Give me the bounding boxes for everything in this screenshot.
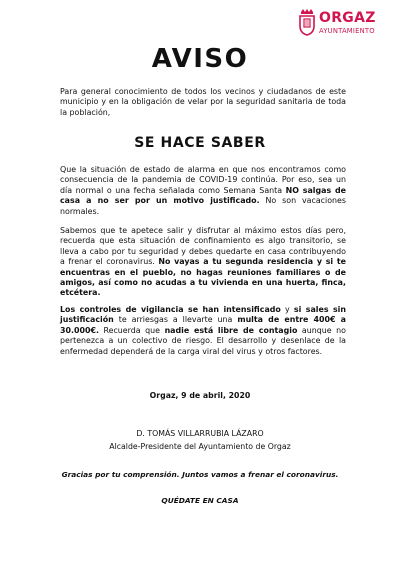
page-title: AVISO [151,44,249,74]
notice-subtitle: SE HACE SABER [134,135,266,151]
p3-text-4: aunque no pertenezca a un colectivo de riesgo. El desarrollo y desenlace de la enfermedad dependerá de la carga viral del virus y otros factores. [60,325,346,356]
p3-text-1: y [280,305,294,314]
thanks-line: Gracias por tu comprensión. Juntos vamos a frenar el coronavirus. [61,470,339,479]
p1-bold-1: NO salgas de casa a no ser por un motivo justificado. [60,185,346,206]
closing-line: QUÉDATE EN CASA [161,496,239,505]
p1-text-1: Que la situación de estado de alarma en que nos encontramos como consecuencia de la pandemia de COVID-19 continúa. Por eso, sea un día normal o una fecha señalada como Semana Santa [60,165,346,195]
p3-bold-1: Los controles de vigilancia se han intensificado [60,305,281,314]
p3-bold-3: multa de entre 400€ a 30.000€. [60,315,347,335]
logo-name: ORGAZ [319,10,376,26]
logo-subtitle: AYUNTAMIENTO [319,27,375,35]
signer-name: D. TOMÁS VILLARRUBIA LÁZARO [136,429,264,438]
p3-bold-2: si sales sin justificación [60,305,346,325]
p3-bold-4: nadie está libre de contagio [164,325,298,335]
paragraph-3 [60,305,346,357]
signer-role: Alcalde-Presidente del Ayuntamiento de Orgaz [109,442,291,451]
intro-paragraph: Para general conocimiento de todos los vecinos y ciudadanos de este municipio y en la obligación de velar por la seguridad sanitaria de toda la población, [60,87,346,117]
p3-text-3: Recuerda que [98,325,165,335]
paragraph-2 [60,226,346,299]
p2-bold-1: No vayas a tu segunda residencia y si te encuentras en el pueblo, no hagas reuniones familiares o de amigos, así como no acudas a tu vivienda en una huerta, finca, etcétera. [60,257,347,298]
document-date: Orgaz, 9 de abril, 2020 [149,391,251,400]
p2-text-1: Sabemos que te apetece salir y disfrutar al máximo estos días pero, recuerda que esta situación de confinamiento es algo transitorio, se lleva a cabo por tu seguridad y debes quedarte en casa contribuyendo a frenar el coronavirus. [60,226,346,267]
municipal-logo [297,8,397,42]
paragraph-1 [60,165,346,217]
crest-icon [297,8,317,36]
p1-text-2: No son vacaciones normales. [60,196,346,216]
p3-text-2: te arriesgas a llevarte una [113,315,238,325]
